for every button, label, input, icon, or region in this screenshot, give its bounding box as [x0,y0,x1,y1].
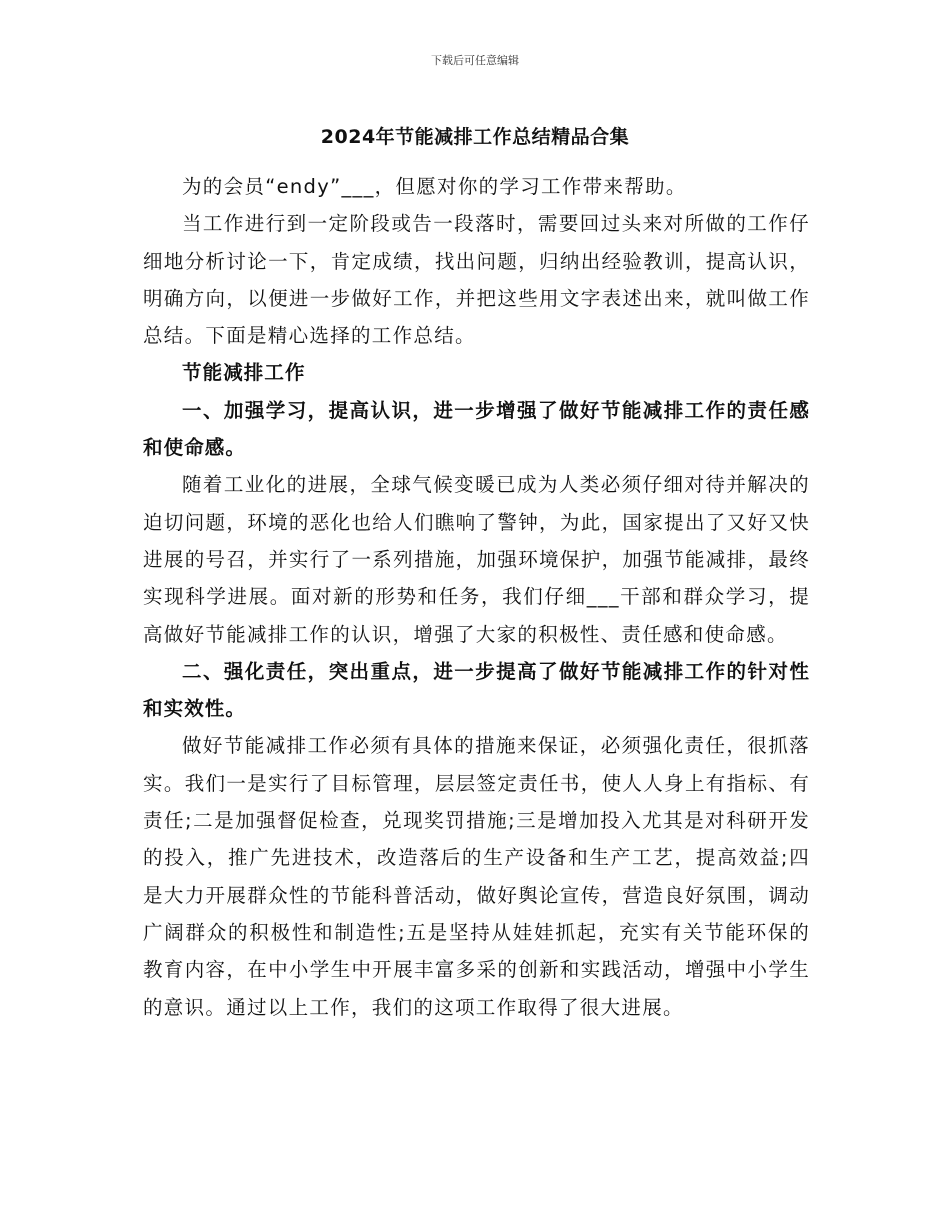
subheading-2: 二、强化责任，突出重点，进一步提高了做好节能减排工作的针对性和实效性。 [143,659,810,721]
page-header: 下载后可任意编辑 [431,54,519,67]
document-body [143,168,810,1026]
subheading-1: 一、加强学习，提高认识，进一步增强了做好节能减排工作的责任感和使命感。 [143,398,810,460]
document-title: 2024年节能减排工作总结精品合集 [320,126,630,148]
section-heading: 节能减排工作 [182,361,306,385]
paragraph-2: 做好节能减排工作必须有具体的措施来保证，必须强化责任，很抓落实。我们一是实行了目标管理，层层签定责任书，使人人身上有指标、有责任;二是加强督促检查，兑现奖罚措施;三是增加投入尤其是对科研开发的投入，推广先进技术，改造落后的生产设备和生产工艺，提高效益;四是大力开展群众性的节能科普活动，做好舆论宣传，营造良好氛围，调动广阔群众的积极性和制造性;五是坚持从娃娃抓起，充实有关节能环保的教育内容，在中小学生中开展丰富多采的创新和实践活动，增强中小学生的意识。通过以上工作，我们的这项工作取得了很大进展。 [143,734,810,1019]
intro-paragraph: 为的会员“endy”___，但愿对你的学习工作带来帮助。 [182,175,687,198]
summary-definition-paragraph: 当工作进行到一定阶段或告一段落时，需要回过头来对所做的工作仔细地分析讨论一下，肯定成绩，找出问题，归纳出经验教训，提高认识，明确方向，以便进一步做好工作，并把这些用文字表述出来，就叫做工作总结。下面是精心选择的工作总结。 [143,212,810,348]
paragraph-1: 随着工业化的进展，全球气候变暖已成为人类必须仔细对待并解决的迫切问题，环境的恶化也给人们瞧响了警钟，为此，国家提出了又好又快进展的号召，并实行了一系列措施，加强环境保护，加强节能减排，最终实现科学进展。面对新的形势和任务，我们仔细___干部和群众学习，提高做好节能减排工作的认识，增强了大家的积极性、责任感和使命感。 [143,473,810,646]
